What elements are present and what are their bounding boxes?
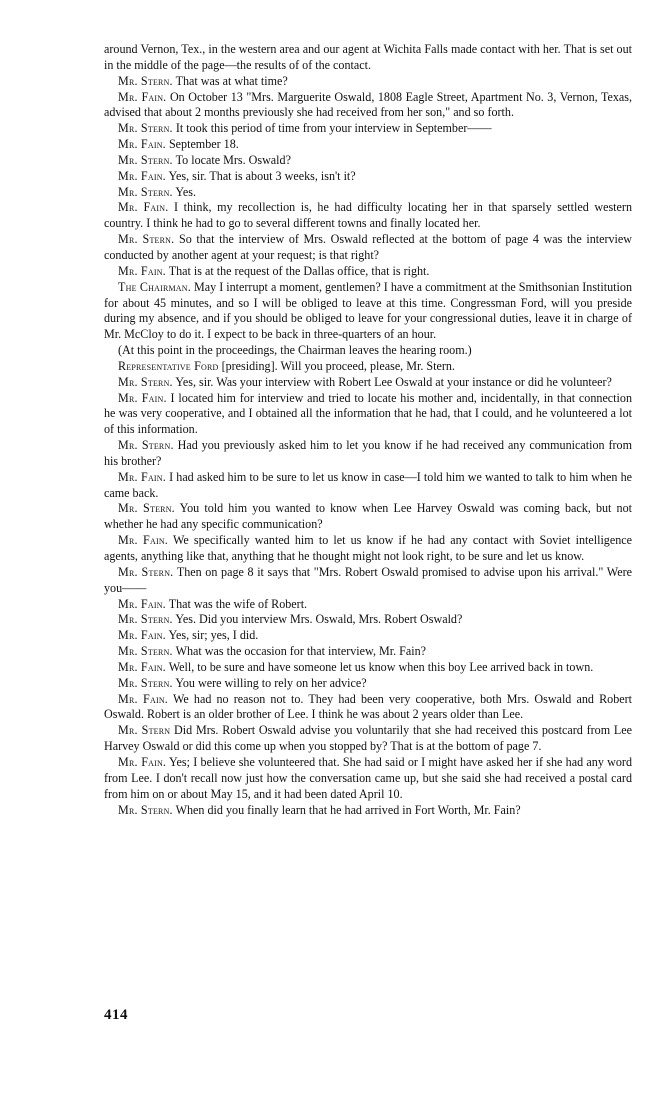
paragraph-text: We had no reason not to. They had been very cooperative, both Mrs. Oswald and Robert Oswald. Robert is an older brother of Lee. I think he was about 2 years older than Lee. (104, 691, 633, 722)
transcript-paragraph (104, 74, 632, 90)
speaker-name: Mr. Stern. (118, 564, 174, 579)
transcript-paragraph (104, 375, 632, 391)
paragraph-text: We specifically wanted him to let us know if he had any contact with Soviet intelligence agents, anything like that, anything that he thought might not look right, to be sure and let us know. (104, 533, 633, 563)
speaker-name: Mr. Stern. (118, 184, 173, 199)
transcript-paragraph (104, 200, 632, 232)
speaker-name: Mr. Stern. (118, 152, 173, 167)
paragraph-text: You told him you wanted to know when Lee Harvey Oswald was coming back, but not whether he had any specific communication? (104, 501, 632, 532)
paragraph-text: You were willing to rely on her advice? (175, 675, 367, 690)
speaker-name: Mr. Fain. (118, 137, 166, 152)
paragraph-text: I think, my recollection is, he had difficulty locating her in that sparsely settled western country. I think he had to go to several different towns and finally located her. (104, 200, 632, 231)
speaker-name: Mr. Stern. (118, 501, 175, 516)
speaker-name: Mr. Fain. (118, 596, 166, 611)
transcript-paragraph (104, 755, 632, 803)
speaker-name: Mr. Stern. (118, 612, 173, 627)
transcript-paragraph (104, 90, 632, 122)
speaker-name: Mr. Stern. (118, 232, 175, 247)
speaker-name: Mr. Fain. (118, 263, 166, 278)
transcript-paragraph (104, 565, 632, 597)
transcript-paragraph (104, 533, 632, 565)
transcript-paragraph (104, 723, 632, 755)
paragraph-text: Did Mrs. Robert Oswald advise you voluntarily that she had received this postcard from Lee Harvey Oswald or did this come up when you stopped by? That is at the bottom of page 7. (104, 723, 632, 754)
speaker-name: Mr. Stern. (118, 121, 173, 136)
transcript-paragraph (104, 264, 632, 280)
speaker-name: Mr. Fain. (118, 533, 169, 548)
paragraph-text: It took this period of time from your interview in September—— (175, 121, 492, 136)
speaker-name: Mr. Fain. (118, 390, 167, 405)
transcript-paragraph (104, 597, 632, 613)
transcript-paragraph (104, 359, 632, 375)
speaker-name: Mr. Fain. (118, 200, 169, 215)
paragraph-text: What was the occasion for that interview, Mr. Fain? (175, 644, 427, 659)
paragraph-text: Yes. Did you interview Mrs. Oswald, Mrs. Robert Oswald? (175, 612, 463, 627)
speaker-name: Representative Ford (118, 358, 219, 373)
paragraph-text: around Vernon, Tex., in the western area and our agent at Wichita Falls made contact with her. That is set out in the middle of the page—the results of of the contact. (104, 42, 632, 72)
transcript-paragraph (104, 391, 632, 439)
speaker-name: Mr. Fain. (118, 691, 169, 706)
transcript-paragraph (104, 470, 632, 502)
paragraph-text: Then on page 8 it says that "Mrs. Robert Oswald promised to advise upon his arrival." Were you—— (104, 564, 632, 595)
paragraph-text: Yes, sir. Was your interview with Robert Lee Oswald at your instance or did he volunteer? (175, 374, 612, 389)
paragraph-text: Yes; I believe she volunteered that. She had said or I might have asked her if she had any word from Lee. I don't recall now just how the conversation came up, but she said she had received a postal card from him on or about May 15, and it had been dated April 10. (104, 754, 633, 801)
speaker-name: The Chairman. (118, 279, 191, 294)
speaker-name: Mr. Stern. (118, 675, 173, 690)
transcript-paragraph (104, 644, 632, 660)
transcript-body (104, 42, 632, 818)
paragraph-text: (At this point in the proceedings, the Chairman leaves the hearing room.) (118, 343, 472, 358)
paragraph-text: [presiding]. Will you proceed, please, Mr. Stern. (221, 358, 455, 373)
paragraph-text: Yes, sir; yes, I did. (168, 628, 259, 643)
transcript-paragraph (104, 153, 632, 169)
transcript-paragraph (104, 692, 632, 724)
transcript-paragraph (104, 660, 632, 676)
transcript-paragraph (104, 343, 632, 359)
transcript-paragraph (104, 501, 632, 533)
paragraph-text: May I interrupt a moment, gentlemen? I have a commitment at the Smithsonian Institution for about 45 minutes, and so I will be obliged to leave at this time. Congressman Ford, will you preside during my absence, and if you should be obliged to leave for your congressional duties, leave it in charge of Mr. McCloy to do it. I expect to be back in three-quarters of an hour. (104, 279, 632, 342)
transcript-paragraph (104, 803, 632, 819)
speaker-name: Mr. Stern. (118, 438, 174, 453)
speaker-name: Mr. Fain. (118, 168, 166, 183)
transcript-paragraph (104, 121, 632, 137)
transcript-paragraph (104, 232, 632, 264)
speaker-name: Mr. Stern. (118, 374, 173, 389)
speaker-name: Mr. Fain. (118, 89, 167, 104)
transcript-paragraph (104, 137, 632, 153)
speaker-name: Mr. Stern. (118, 802, 173, 817)
paragraph-text: That is at the request of the Dallas office, that is right. (168, 263, 430, 278)
paragraph-text: Had you previously asked him to let you know if he had received any communication from his brother? (104, 438, 632, 468)
paragraph-text: So that the interview of Mrs. Oswald reflected at the bottom of page 4 was the interview conducted by another agent at your request; is that right? (104, 232, 632, 262)
page-number: 414 (104, 1007, 128, 1023)
paragraph-text: I had asked him to be sure to let us know in case—I told him we wanted to talk to him when he came back. (104, 469, 632, 500)
transcript-paragraph (104, 42, 632, 74)
speaker-name: Mr. Fain. (118, 659, 166, 674)
transcript-paragraph (104, 628, 632, 644)
transcript-paragraph (104, 438, 632, 470)
paragraph-text: When did you finally learn that he had arrived in Fort Worth, Mr. Fain? (175, 802, 521, 817)
transcript-paragraph (104, 185, 632, 201)
paragraph-text: On October 13 "Mrs. Marguerite Oswald, 1808 Eagle Street, Apartment No. 3, Vernon, Texas, advised that about 2 months previously she had received from her son," and so forth. (104, 89, 633, 120)
speaker-name: Mr. Fain. (118, 628, 166, 643)
transcript-paragraph (104, 169, 632, 185)
speaker-name: Mr. Fain. (118, 754, 167, 769)
paragraph-text: That was the wife of Robert. (168, 596, 308, 611)
speaker-name: Mr. Stern. (118, 644, 173, 659)
speaker-name: Mr. Stern (118, 723, 171, 738)
paragraph-text: Well, to be sure and have someone let us know when this boy Lee arrived back in town. (168, 659, 594, 674)
transcript-paragraph (104, 612, 632, 628)
speaker-name: Mr. Fain. (118, 469, 166, 484)
paragraph-text: I located him for interview and tried to locate his mother and, incidentally, in that connection he was very cooperative, and I obtained all the information that he had, that I could, and he volunteered a lot of this information. (104, 390, 632, 437)
paragraph-text: That was at what time? (175, 73, 288, 88)
paragraph-text: Yes, sir. That is about 3 weeks, isn't it? (168, 168, 356, 183)
paragraph-text: September 18. (168, 137, 239, 152)
paragraph-text: To locate Mrs. Oswald? (175, 152, 291, 167)
transcript-paragraph (104, 280, 632, 343)
transcript-paragraph (104, 676, 632, 692)
speaker-name: Mr. Stern. (118, 73, 173, 88)
paragraph-text: Yes. (175, 184, 196, 199)
